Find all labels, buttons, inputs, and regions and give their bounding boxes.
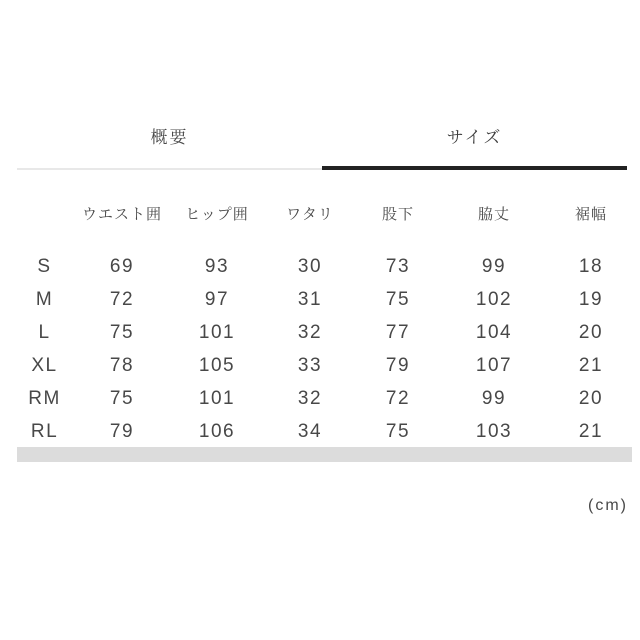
table-cell: 21 bbox=[578, 420, 604, 442]
tab-overview[interactable] bbox=[17, 110, 322, 170]
table-cell: 97 bbox=[204, 288, 230, 310]
table-cell: 75 bbox=[385, 420, 411, 442]
table-cell: 77 bbox=[385, 321, 411, 343]
table-cell: 31 bbox=[297, 288, 323, 310]
table-cell: 107 bbox=[475, 354, 513, 376]
table-cell: 32 bbox=[297, 387, 323, 409]
column-header-waist: ウエスト囲 bbox=[81, 206, 162, 223]
column-header-hip: ヒップ囲 bbox=[185, 206, 249, 223]
unit-label: (cm) bbox=[588, 497, 628, 514]
table-cell: 78 bbox=[109, 354, 135, 376]
table-cell: 102 bbox=[475, 288, 513, 310]
table-cell: 79 bbox=[385, 354, 411, 376]
table-cell: 18 bbox=[578, 255, 604, 277]
size-table-corner bbox=[17, 196, 72, 250]
table-cell: 75 bbox=[109, 321, 135, 343]
tab-size[interactable] bbox=[322, 110, 627, 170]
table-cell: 103 bbox=[475, 420, 513, 442]
table-row-l bbox=[17, 316, 632, 349]
table-cell: 72 bbox=[109, 288, 135, 310]
table-cell: 104 bbox=[475, 321, 513, 343]
table-cell: 93 bbox=[204, 255, 230, 277]
column-header-thigh: ワタリ bbox=[286, 206, 334, 223]
table-row-xl bbox=[17, 349, 632, 382]
table-cell: 34 bbox=[297, 420, 323, 442]
table-row-s bbox=[17, 250, 632, 283]
table-cell: 101 bbox=[198, 321, 236, 343]
table-cell: 20 bbox=[578, 321, 604, 343]
row-label: RL bbox=[30, 420, 59, 442]
table-cell: 73 bbox=[385, 255, 411, 277]
row-label: XL bbox=[31, 354, 58, 376]
row-label: M bbox=[35, 288, 54, 310]
column-header-hem-width: 裾幅 bbox=[574, 206, 607, 223]
table-cell: 72 bbox=[385, 387, 411, 409]
table-cell: 99 bbox=[481, 255, 507, 277]
table-cell: 105 bbox=[198, 354, 236, 376]
table-cell: 106 bbox=[198, 420, 236, 442]
row-label: L bbox=[38, 321, 51, 343]
tab-size-label: サイズ bbox=[446, 128, 503, 147]
tab-bar bbox=[17, 110, 627, 170]
table-cell: 75 bbox=[385, 288, 411, 310]
table-cell: 21 bbox=[578, 354, 604, 376]
table-cell: 32 bbox=[297, 321, 323, 343]
table-cell: 19 bbox=[578, 288, 604, 310]
table-row-rm bbox=[17, 382, 632, 415]
table-cell: 30 bbox=[297, 255, 323, 277]
table-cell: 79 bbox=[109, 420, 135, 442]
column-header-side-length: 脇丈 bbox=[477, 206, 510, 223]
horizontal-scrollbar[interactable] bbox=[17, 447, 632, 462]
size-table-header-row bbox=[17, 196, 632, 250]
table-row-rl bbox=[17, 415, 632, 448]
row-label: S bbox=[37, 255, 52, 277]
row-label: RM bbox=[28, 387, 61, 409]
table-cell: 69 bbox=[109, 255, 135, 277]
size-table bbox=[17, 196, 632, 448]
column-header-inseam: 股下 bbox=[381, 206, 414, 223]
table-cell: 101 bbox=[198, 387, 236, 409]
table-cell: 75 bbox=[109, 387, 135, 409]
table-row-m bbox=[17, 283, 632, 316]
table-cell: 99 bbox=[481, 387, 507, 409]
table-cell: 20 bbox=[578, 387, 604, 409]
table-cell: 33 bbox=[297, 354, 323, 376]
tab-overview-label: 概要 bbox=[150, 128, 189, 147]
